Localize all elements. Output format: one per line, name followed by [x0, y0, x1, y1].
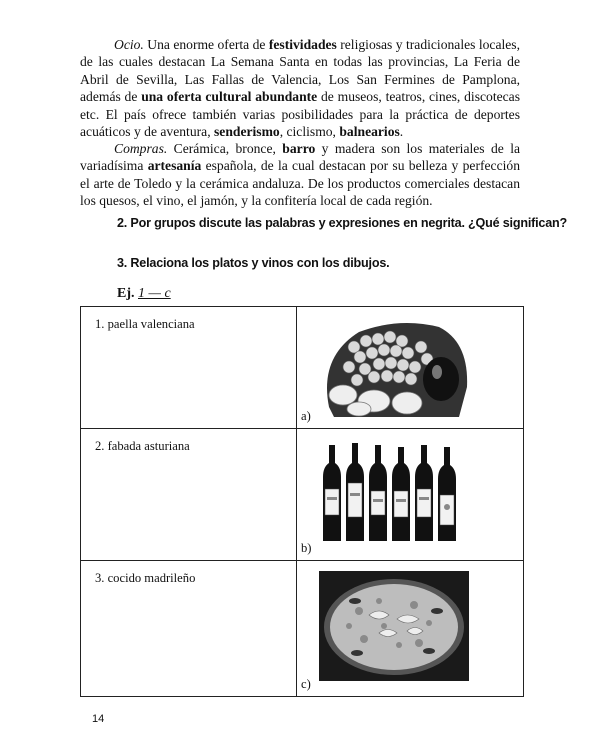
compras-paragraph: Compras. Cerámica, bronce, barro y madera son los materiales de la variadísima artesanía española, de la cual destacan por su belleza y perfección el arte de Toledo y la cerámica andaluza. De los productos comerciales destacan los quesos, el vino, el jamón, y la confitería local de cada región. [80, 141, 520, 209]
example-line: Ej. 1 — c [117, 286, 171, 301]
question-2: 2. Por grupos discute las palabras y expresiones en negrita. ¿Qué significan? [117, 216, 568, 230]
dish-cell: 1. paella valenciana [81, 307, 297, 429]
compras-label: Compras. [114, 141, 168, 156]
ocio-paragraph: Ocio. Una enorme oferta de festividades religiosas y tradicionales locales, de las cuales destacan La Semana Santa en todas las provincias, La Feria de Abril de Sevilla, Las Fallas de Valencia, Los San Fermines de Pamplona, además de una oferta cultural abundante de museos, teatros, cines, discotecas etc. El país ofrece también varias posibilidades para la práctica de deportes acuáticos y de aventura, senderismo, ciclismo, balnearios. [80, 37, 520, 140]
table-row [81, 307, 524, 429]
page-number: 14 [92, 713, 105, 725]
ocio-label: Ocio. [114, 37, 144, 52]
picture-letter: b) [301, 541, 312, 555]
picture-cell [297, 561, 524, 697]
picture-letter: a) [301, 409, 311, 423]
matching-table [80, 306, 524, 697]
dish-cell: 3. cocido madrileño [81, 561, 297, 697]
example-answer: 1 — c [138, 286, 171, 301]
question-3: 3. Relaciona los platos y vinos con los dibujos. [117, 256, 390, 270]
picture-cell [297, 429, 524, 561]
olives-cheese-photo-icon [319, 317, 469, 417]
table-row [81, 561, 524, 697]
paella-pan-photo-icon [319, 571, 469, 681]
picture-cell [297, 307, 524, 429]
dish-cell: 2. fabada asturiana [81, 429, 297, 561]
picture-letter: c) [301, 677, 311, 691]
wine-bottles-photo-icon [319, 441, 469, 541]
table-row [81, 429, 524, 561]
